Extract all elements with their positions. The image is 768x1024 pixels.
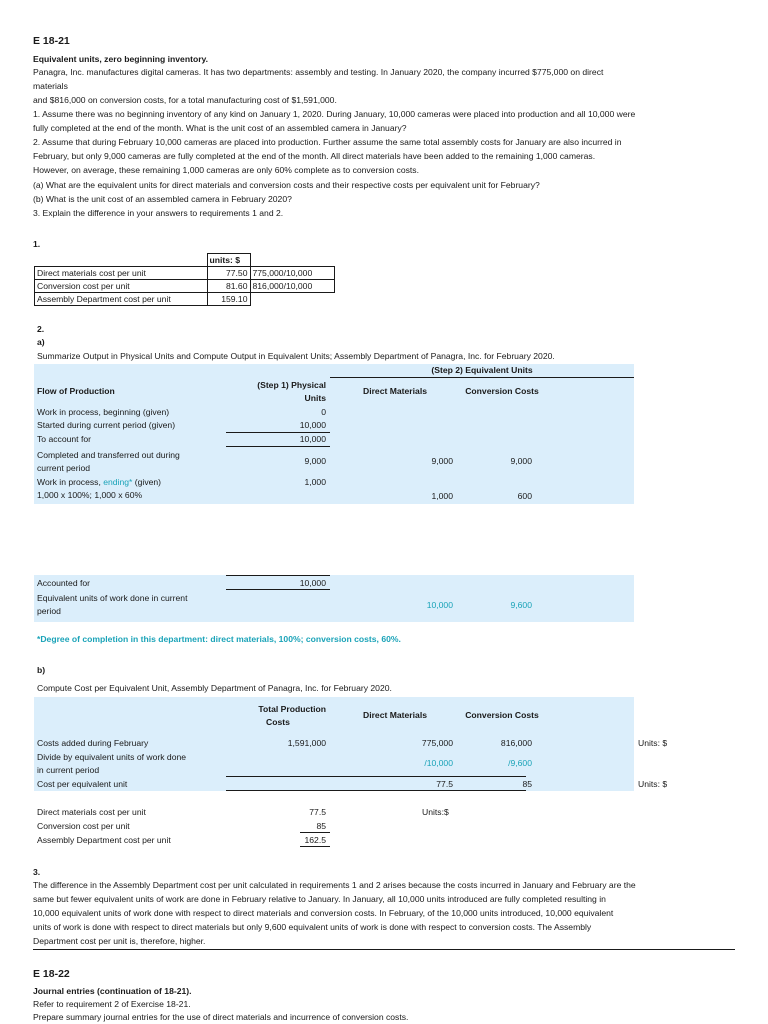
- row-calc: [250, 293, 335, 306]
- divider: [226, 446, 330, 447]
- row-value: 9,000: [431, 456, 453, 466]
- row-label: Conversion cost per unit: [37, 821, 130, 831]
- col-cc-header: Conversion Costs: [465, 386, 539, 396]
- explanation-line: 10,000 equivalent units of work done with respect to direct materials and conversion costs. In February, of the 10,000 units introduced, 10,000 equivalent: [33, 908, 614, 918]
- part1-heading: 1.: [33, 239, 41, 249]
- col-phys-header: (Step 1) Physical: [257, 380, 326, 390]
- problem-text-line: and $816,000 on conversion costs, for a total manufacturing cost of $1,591,000.: [33, 95, 337, 105]
- row-label: Started during current period (given): [37, 420, 176, 430]
- row-label-part: Work in process,: [37, 477, 104, 487]
- part2a-title: Summarize Output in Physical Units and Compute Output in Equivalent Units; Assembly Department of Panagra, Inc. for February 2020.: [37, 351, 555, 361]
- col-dm-header: Direct Materials: [362, 386, 427, 396]
- row-label-part: (given): [132, 477, 162, 487]
- row-label: Direct materials cost per unit: [37, 807, 146, 817]
- problem-text-line: February, but only 9,000 cameras are fully completed at the end of the month. All direct materials have been added to the remaining 1,000 cameras.: [33, 151, 596, 161]
- row-label: Assembly Department cost per unit: [35, 293, 208, 306]
- col-total-header: Total Production: [258, 704, 326, 714]
- divider: [226, 790, 526, 791]
- divider: [226, 575, 330, 576]
- part2a-heading: a): [37, 337, 45, 347]
- units-label: Units:$: [422, 807, 449, 817]
- row-value: 10,000: [299, 578, 326, 588]
- row-label: Direct materials cost per unit: [35, 267, 208, 280]
- problem-text-line: 2. Assume that during February 10,000 cameras are placed into production. Further assume the same total assembly costs for January are also incurred in: [33, 137, 622, 147]
- col-cc-header: Conversion Costs: [465, 710, 539, 720]
- exercise-code: E 18-21: [33, 35, 70, 47]
- row-value: 10,000: [299, 434, 326, 444]
- exercise-subtitle: Equivalent units, zero beginning inventory.: [33, 54, 209, 64]
- row-label: Completed and transferred out during: [37, 450, 180, 460]
- problem-text-line: (b) What is the unit cost of an assembled camera in February 2020?: [33, 194, 292, 204]
- exercise-code: E 18-22: [33, 968, 70, 980]
- problem-text-line: However, on average, these remaining 1,000 cameras are only 60% complete as to conversion costs.: [33, 165, 419, 175]
- row-label: Assembly Department cost per unit: [37, 835, 171, 845]
- divider: [300, 846, 330, 847]
- unit-cost-table: [34, 253, 335, 306]
- problem-text-line: 1. Assume there was no beginning inventory of any kind on January 1, 2020. During January, 10,000 cameras were placed into production and all 10,000 were: [33, 109, 636, 119]
- row-label: Equivalent units of work done in current: [37, 593, 188, 603]
- table-row: [35, 293, 335, 306]
- row-label: Cost per equivalent unit: [37, 779, 128, 789]
- divider: [300, 832, 330, 833]
- row-value: 1,000: [304, 477, 326, 487]
- explanation-line: units of work is done with respect to direct materials but only 9,600 equivalent units of work is done with respect to conversion costs. The Assembly: [33, 922, 592, 932]
- section-divider: [33, 949, 735, 950]
- ending-asterisk-label: ending*: [103, 477, 133, 487]
- units-label: Units: $: [638, 738, 668, 748]
- row-label: Divide by equivalent units of work done: [37, 752, 187, 762]
- row-value: 85: [522, 779, 532, 789]
- row-label: Conversion cost per unit: [35, 280, 208, 293]
- row-value: 9,000: [304, 456, 326, 466]
- part2-heading: 2.: [37, 324, 45, 334]
- divider: [330, 377, 634, 378]
- part2b-heading: b): [37, 665, 46, 675]
- col-total-header: Costs: [266, 717, 290, 727]
- col-dm-header: Direct Materials: [362, 710, 427, 720]
- problem-text-line: Prepare summary journal entries for the use of direct materials and incurrence of conversion costs.: [33, 1012, 409, 1022]
- table-row: [35, 267, 335, 280]
- row-value: 775,000: [421, 738, 453, 748]
- problem-text-line: Refer to requirement 2 of Exercise 18-21.: [33, 999, 191, 1009]
- part3-heading: 3.: [33, 867, 41, 877]
- part2b-title: Compute Cost per Equivalent Unit, Assembly Department of Panagra, Inc. for February 2020.: [37, 683, 392, 693]
- row-label: in current period: [37, 765, 100, 775]
- eq-units-cc: 9,600: [510, 600, 532, 610]
- problem-text-line: 3. Explain the difference in your answers to requirements 1 and 2.: [33, 208, 284, 218]
- explanation-line: Department cost per unit is, therefore, higher.: [33, 936, 206, 946]
- row-label: Costs added during February: [37, 738, 149, 748]
- row-label: To account for: [37, 434, 91, 444]
- step2-header: (Step 2) Equivalent Units: [431, 365, 533, 375]
- problem-text-line: Panagra, Inc. manufactures digital cameras. It has two departments: assembly and testing. In January 2020, the company incurred $775,000 on direct: [33, 67, 604, 77]
- row-value: 816,000: [500, 738, 532, 748]
- explanation-line: The difference in the Assembly Department cost per unit calculated in requirements 1 and 2 arises because the costs incurred in January and February are the: [33, 880, 636, 890]
- row-value: 9,000: [510, 456, 532, 466]
- problem-text-line: materials: [33, 81, 68, 91]
- units-header: units: $: [207, 254, 250, 267]
- row-label: [37, 476, 161, 489]
- row-label: current period: [37, 463, 91, 473]
- row-calc: 816,000/10,000: [250, 280, 335, 293]
- row-calc: 775,000/10,000: [250, 267, 335, 280]
- completion-note: *Degree of completion in this department: direct materials, 100%; conversion costs, 60%.: [37, 634, 401, 644]
- table-row: [35, 280, 335, 293]
- row-value: 10,000: [299, 420, 326, 430]
- row-value: 159.10: [207, 293, 250, 306]
- row-label: Accounted for: [37, 578, 91, 588]
- col-phys-header: Units: [304, 393, 326, 403]
- row-value: 85: [316, 821, 326, 831]
- problem-text-line: (a) What are the equivalent units for direct materials and conversion costs and their respective costs per equivalent unit for February?: [33, 180, 540, 190]
- row-label: Work in process, beginning (given): [37, 407, 170, 417]
- row-label: 1,000 x 100%; 1,000 x 60%: [37, 490, 143, 500]
- row-value: 0: [321, 407, 326, 417]
- divider: [226, 589, 330, 590]
- divider: [226, 776, 526, 777]
- exercise-subtitle: Journal entries (continuation of 18-21).: [33, 986, 192, 996]
- row-value: 1,000: [431, 491, 453, 501]
- row-value: 162.5: [304, 835, 326, 845]
- row-value: 77.5: [436, 779, 453, 789]
- explanation-line: same but fewer equivalent units of work are done in February relative to January. In January, all 10,000 units introduced are fully completed resulting in: [33, 894, 606, 904]
- eq-units-dm: 10,000: [426, 600, 453, 610]
- row-value: 81.60: [207, 280, 250, 293]
- row-value: /9,600: [508, 758, 532, 768]
- col-flow-header: Flow of Production: [37, 386, 115, 396]
- row-value: 1,591,000: [287, 738, 326, 748]
- problem-text-line: fully completed at the end of the month. What is the unit cost of an assembled camera in January?: [33, 123, 407, 133]
- row-value: 77.5: [309, 807, 326, 817]
- units-label: Units: $: [638, 779, 668, 789]
- row-value: /10,000: [424, 758, 453, 768]
- row-label: period: [37, 606, 61, 616]
- row-value: 77.50: [207, 267, 250, 280]
- row-value: 600: [517, 491, 532, 501]
